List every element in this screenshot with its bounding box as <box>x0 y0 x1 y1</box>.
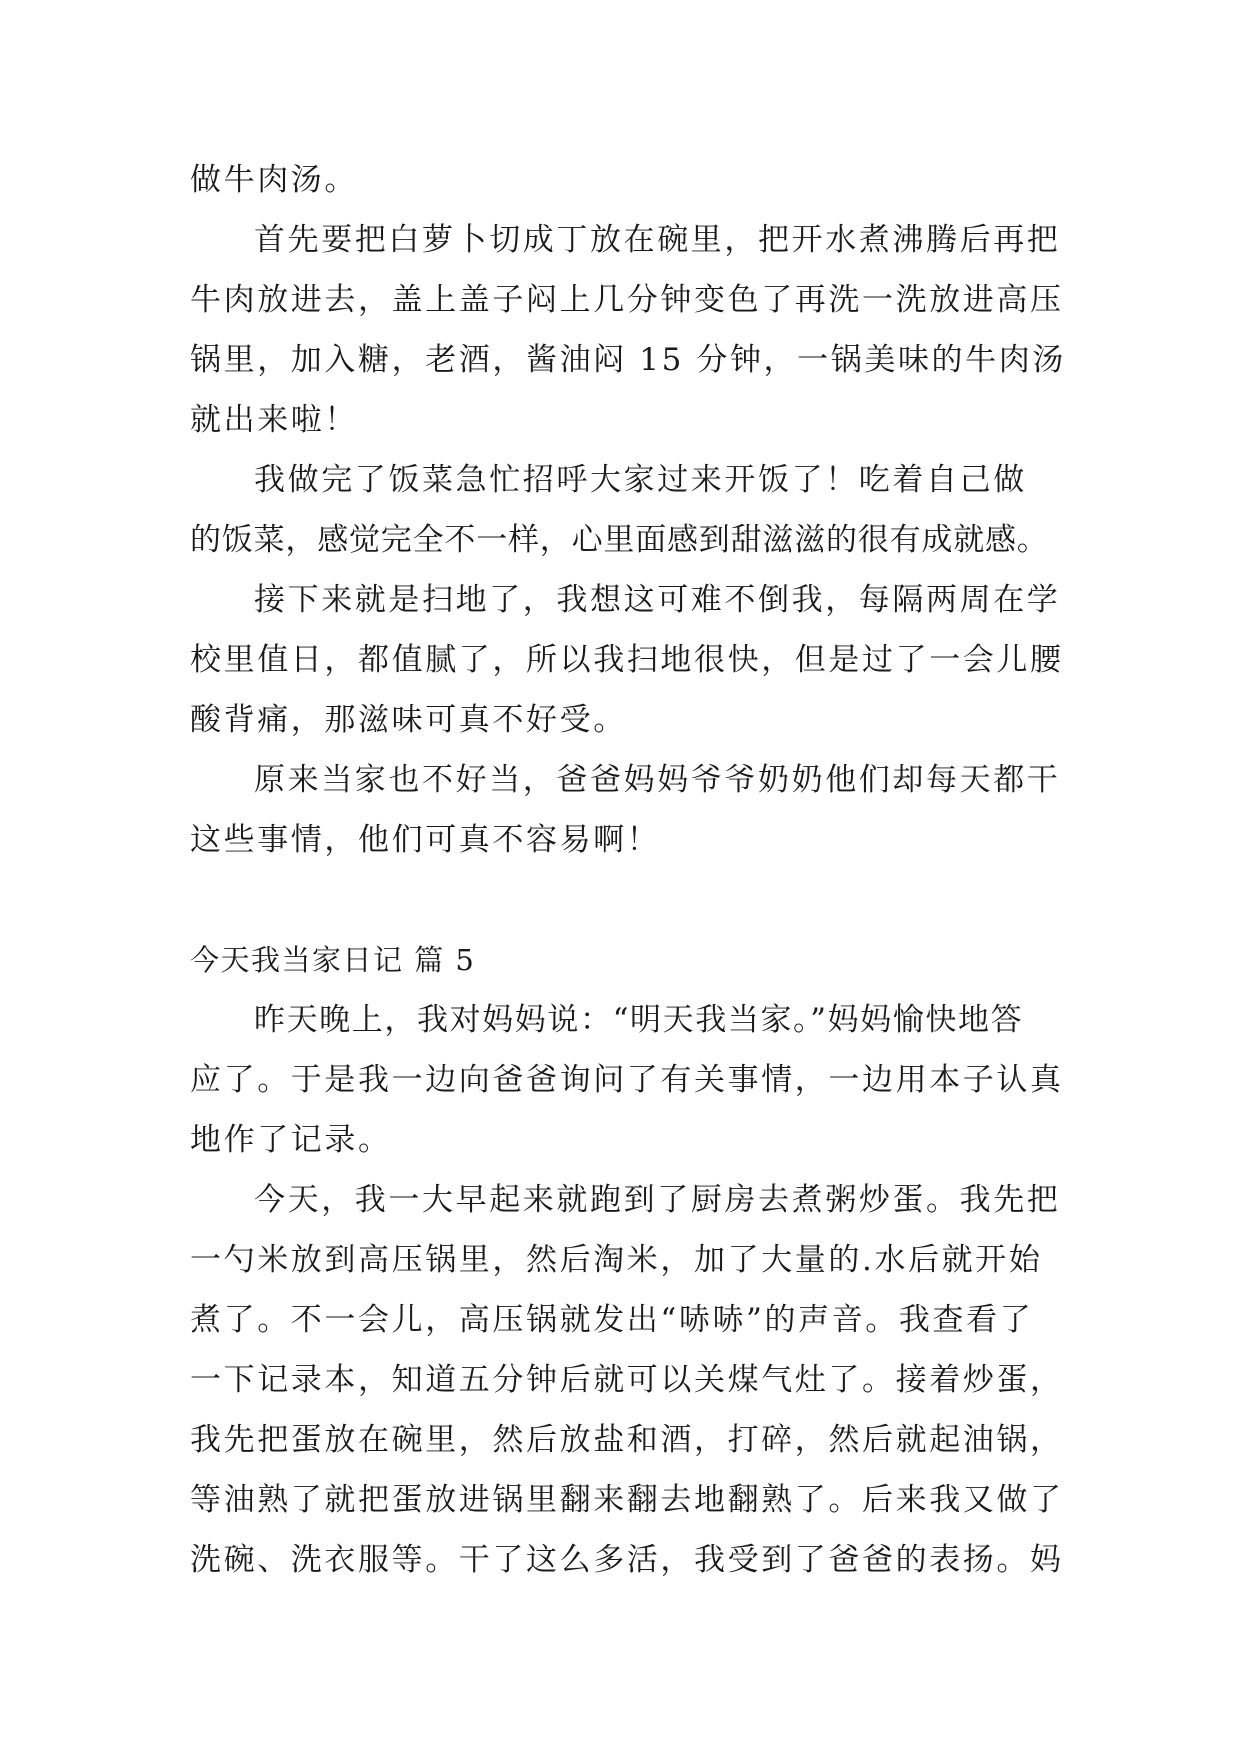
text-block-bottom <box>190 990 1064 1590</box>
paragraph-line: 校里值日，都值腻了，所以我扫地很快，但是过了一会儿腰 <box>190 642 1064 678</box>
paragraph-line: 锅里，加入糖，老酒，酱油闷 15 分钟，一锅美味的牛肉汤 <box>190 342 1066 378</box>
paragraph-line: 这些事情，他们可真不容易啊！ <box>190 822 661 858</box>
paragraph-line: 牛肉放进去，盖上盖子闷上几分钟变色了再洗一洗放进高压 <box>190 282 1064 318</box>
paragraph-line: 地作了记录。 <box>190 1122 392 1158</box>
paragraph-line: 洗碗、洗衣服等。干了这么多活，我受到了爸爸的表扬。妈 <box>190 1542 1064 1578</box>
text-block-top <box>190 150 1066 870</box>
paragraph-line: 我做完了饭菜急忙招呼大家过来开饭了！吃着自己做 <box>254 462 1027 498</box>
section-gap <box>190 870 1050 930</box>
paragraph-line: 接下来就是扫地了，我想这可难不倒我，每隔两周在学 <box>254 582 1061 618</box>
paragraph-line: 一勺米放到高压锅里，然后淘米，加了大量的.水后就开始 <box>190 1242 1043 1278</box>
paragraph-line: 做牛肉汤。 <box>190 162 358 198</box>
paragraph-line: 昨天晚上，我对妈妈说：“明天我当家。”妈妈愉快地答 <box>254 1002 1024 1038</box>
paragraph-line: 煮了。不一会儿，高压锅就发出“哧哧”的声音。我查看了 <box>190 1302 1034 1338</box>
document-page <box>190 150 1066 1590</box>
paragraph-line: 原来当家也不好当，爸爸妈妈爷爷奶奶他们却每天都干 <box>254 762 1061 798</box>
paragraph-line: 一下记录本，知道五分钟后就可以关煤气灶了。接着炒蛋， <box>190 1362 1064 1398</box>
paragraph-line: 的饭菜，感觉完全不一样，心里面感到甜滋滋的很有成就感。 <box>190 522 1049 558</box>
paragraph-line: 等油熟了就把蛋放进锅里翻来翻去地翻熟了。后来我又做了 <box>190 1482 1064 1518</box>
section-title: 今天我当家日记 篇 5 <box>190 943 476 977</box>
paragraph-line: 今天，我一大早起来就跑到了厨房去煮粥炒蛋。我先把 <box>254 1182 1061 1218</box>
paragraph-line: 酸背痛，那滋味可真不好受。 <box>190 702 627 738</box>
paragraph-line: 首先要把白萝卜切成丁放在碗里，把开水煮沸腾后再把 <box>254 222 1061 258</box>
paragraph-line: 应了。于是我一边向爸爸询问了有关事情，一边用本子认真 <box>190 1062 1064 1098</box>
paragraph-line: 就出来啦！ <box>190 402 358 438</box>
paragraph-line: 我先把蛋放在碗里，然后放盐和酒，打碎，然后就起油锅， <box>190 1422 1064 1458</box>
